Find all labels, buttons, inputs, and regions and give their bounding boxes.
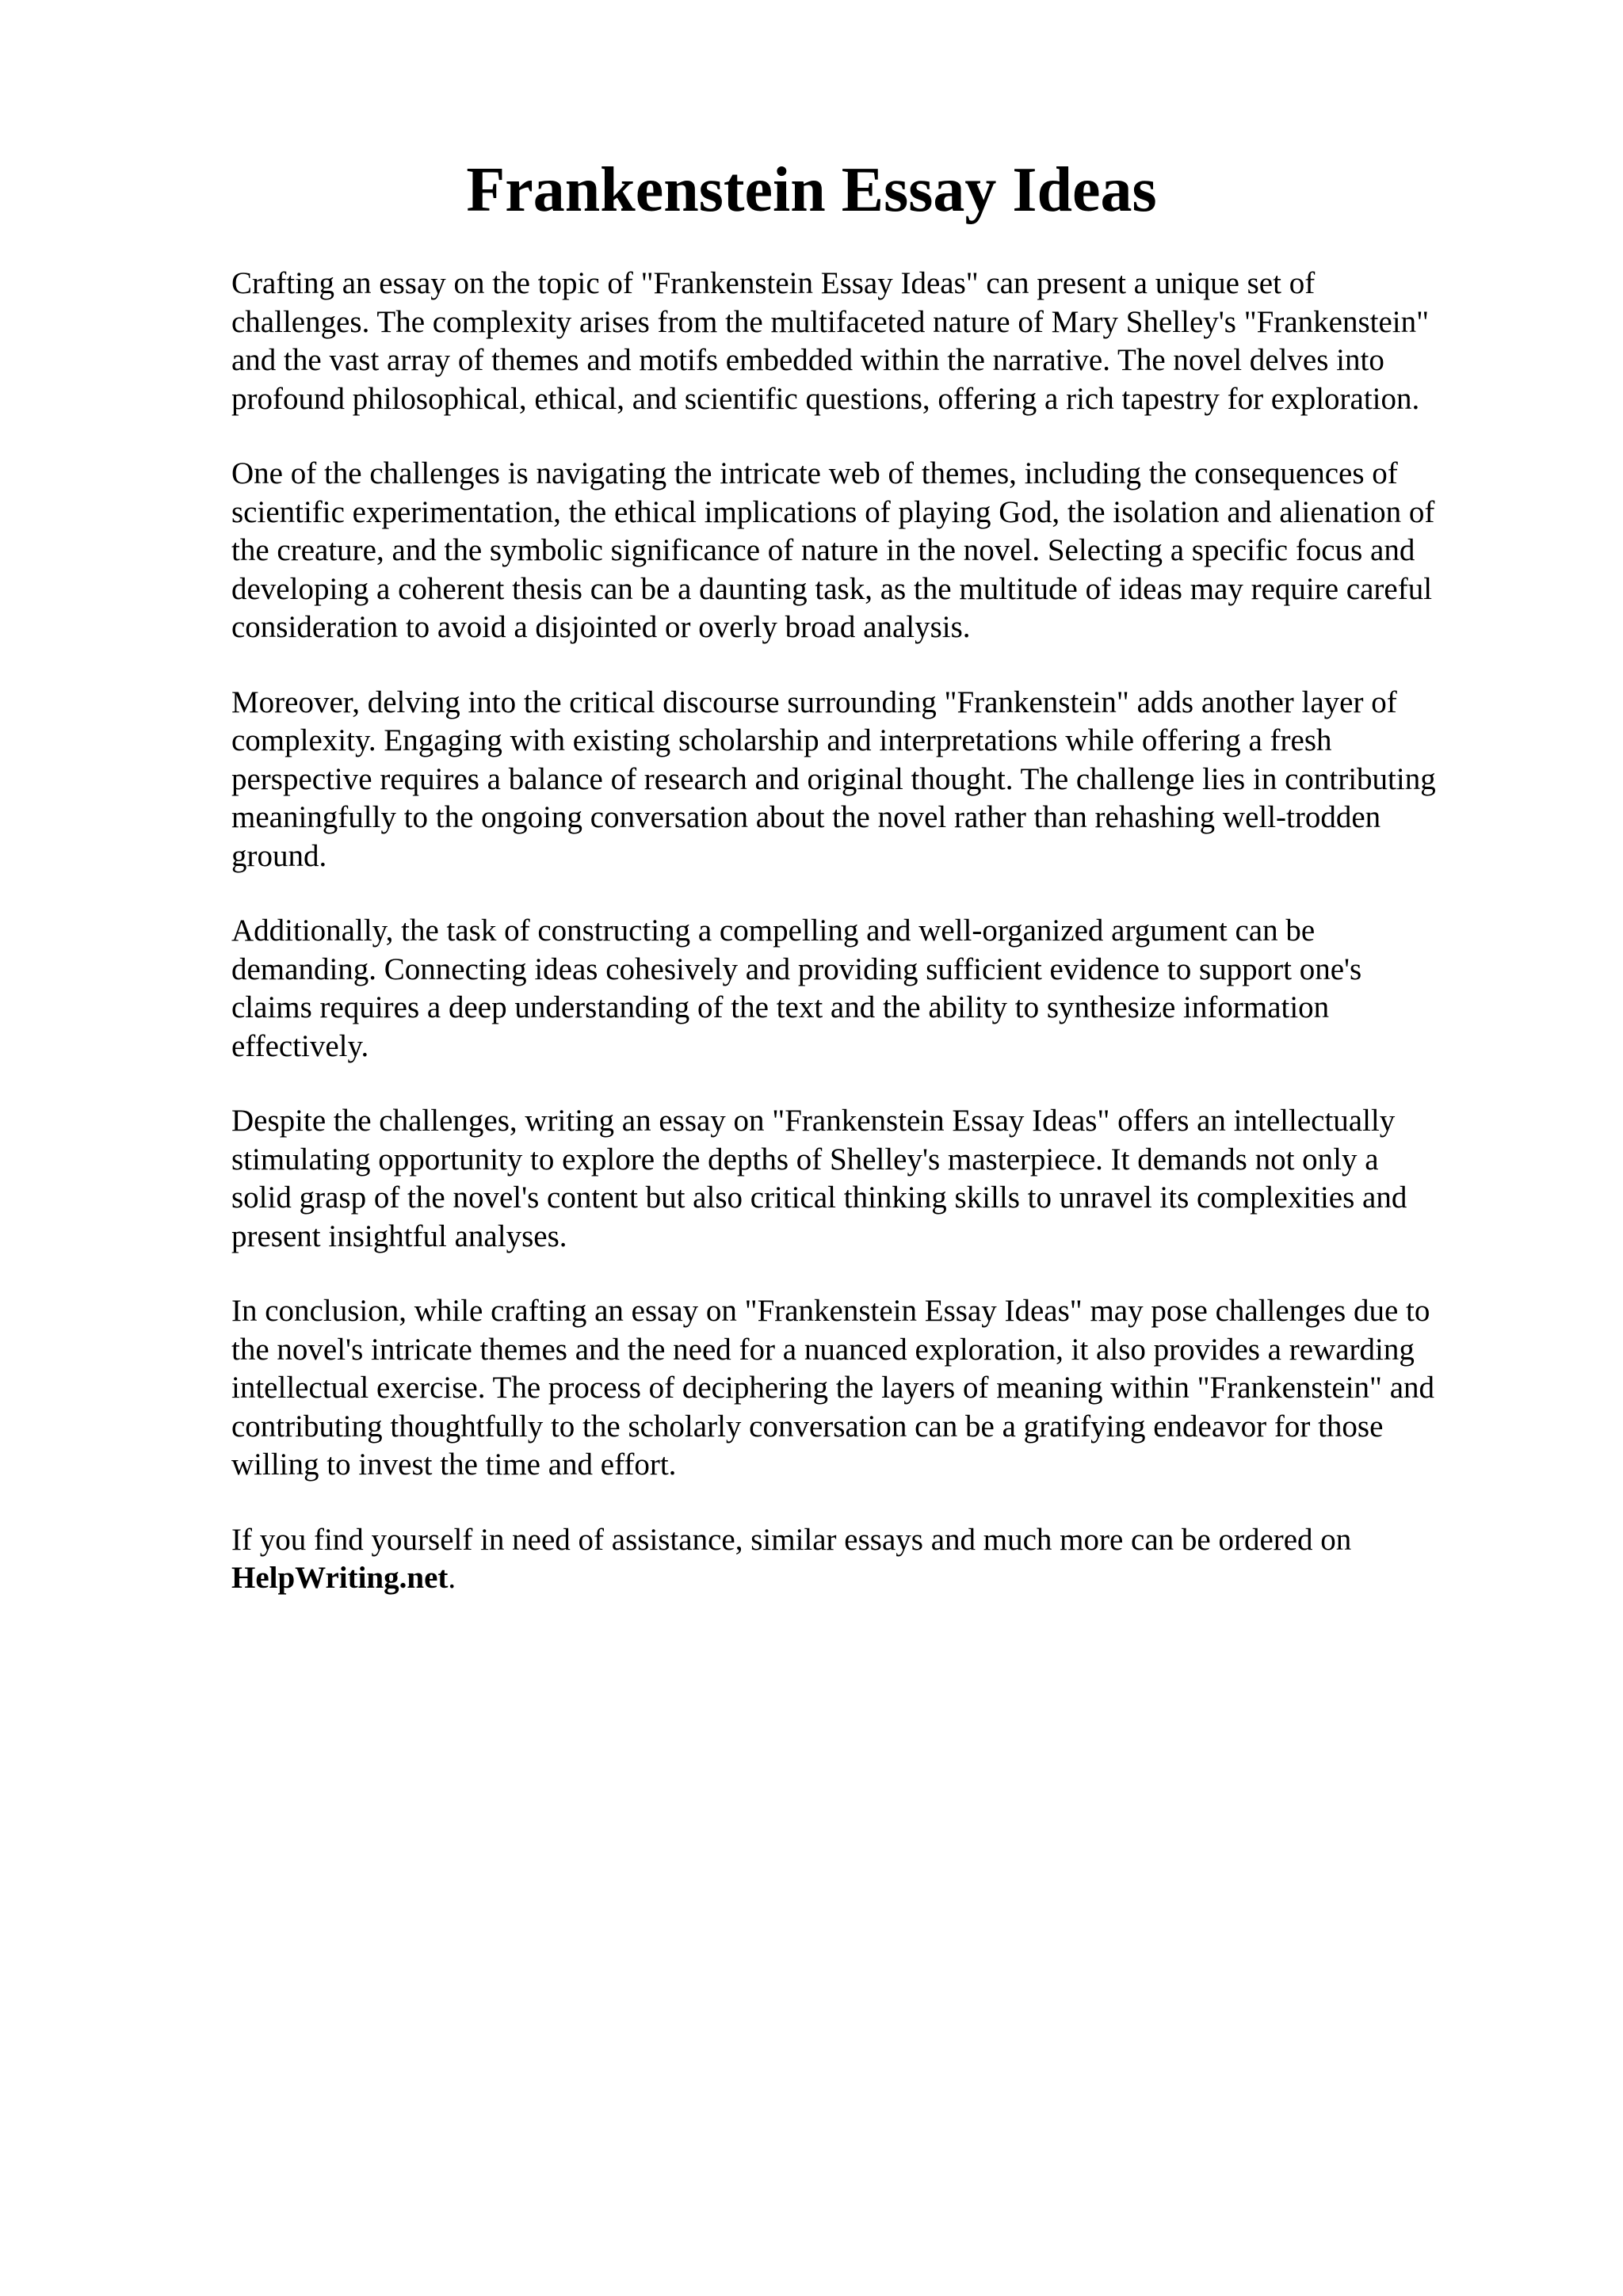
paragraph-themes: One of the challenges is navigating the intricate web of themes, including the consequences of scientific experimentation, the ethical implications of playing God, the isolation and alienation of the creature, and the symbolic significance of nature in the novel. Selecting a specific focus and developing a coherent thesis can be a daunting task, as the multitude of ideas may require careful consideration to avoid a disjointed or overly broad analysis. bbox=[231, 456, 1435, 644]
helpwriting-link[interactable]: HelpWriting.net bbox=[231, 1561, 449, 1595]
closing-text: If you find yourself in need of assistance, similar essays and much more can be ordered on bbox=[231, 1522, 1352, 1557]
paragraph-closing bbox=[231, 1521, 1531, 1598]
paragraph-argument: Additionally, the task of constructing a compelling and well-organized argument can be demanding. Connecting ideas cohesively and providing sufficient evidence to support one's claims requires a deep understanding of the text and the ability to synthesize information effectively. bbox=[231, 913, 1362, 1063]
document-body bbox=[231, 265, 1531, 1634]
document-title: Frankenstein Essay Ideas bbox=[466, 155, 1157, 225]
paragraph-conclusion: In conclusion, while crafting an essay on "Frankenstein Essay Ideas" may pose challenges due to the novel's intricate themes and the need for a nuanced exploration, it also provides a rewarding intellectual exercise. The process of deciphering the layers of meaning within "Frankenstein" and contributing thoughtfully to the scholarly conversation can be a gratifying endeavor for those willing to invest the time and effort. bbox=[231, 1294, 1435, 1482]
paragraph-intro: Crafting an essay on the topic of "Frankenstein Essay Ideas" can present a unique set of challenges. The complexity arises from the multifaceted nature of Mary Shelley's "Frankenstein" and the vast array of themes and motifs embedded within the narrative. The novel delves into profound philosophical, ethical, and scientific questions, offering a rich tapestry for exploration. bbox=[231, 266, 1430, 416]
paragraph-critical-discourse: Moreover, delving into the critical discourse surrounding "Frankenstein" adds another layer of complexity. Engaging with existing scholarship and interpretations while offering a fresh perspective requires a balance of research and original thought. The challenge lies in contributing meaningfully to the ongoing conversation about the novel rather than rehashing well-trodden ground. bbox=[231, 685, 1436, 873]
closing-punctuation: . bbox=[448, 1561, 456, 1595]
paragraph-opportunity: Despite the challenges, writing an essay on "Frankenstein Essay Ideas" offers an intellectually stimulating opportunity to explore the depths of Shelley's masterpiece. It demands not only a solid grasp of the novel's content but also critical thinking skills to unravel its complexities and present insightful analyses. bbox=[231, 1104, 1407, 1253]
